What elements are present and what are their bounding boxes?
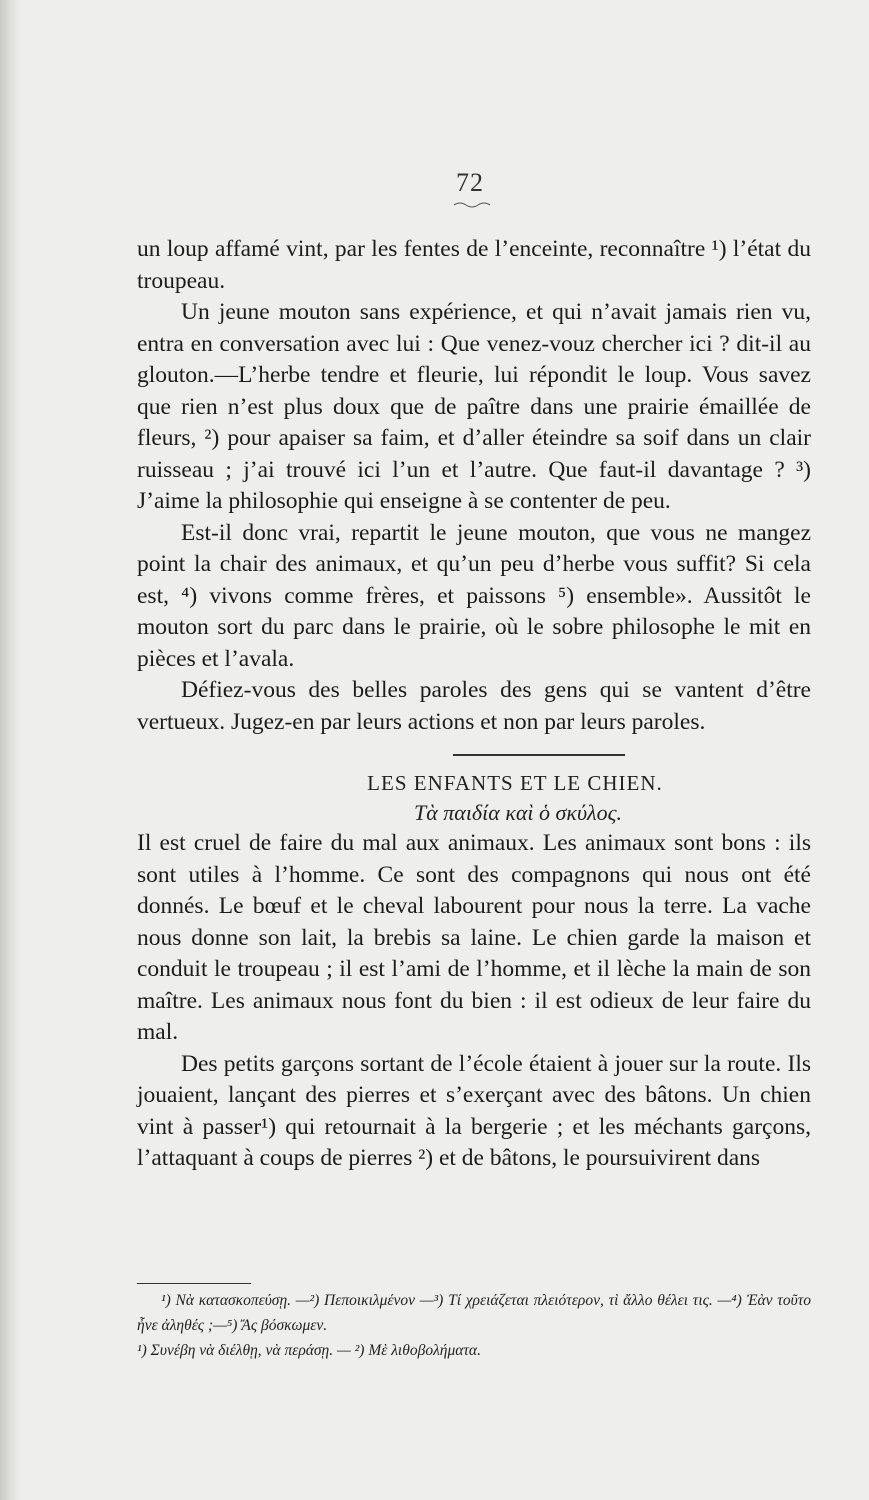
body-paragraph-4: Défiez-vous des belles paroles des gens qui se vantent d’être vertueux. Jugez-en par leurs actions et non par leurs paroles. [137,677,811,735]
page-number: 72 [456,168,484,197]
footnotes [137,1288,811,1363]
body-paragraph-2: Un jeune mouton sans expérience, et qui n’avait jamais rien vu, entra en conversation avec lui : Que venez-vouz chercher ici ? dit-il au glouton.—L’herbe tendre et fleurie, lui répondit le loup. Vous savez que rien n’est plus doux que de paître dans une prairie émaillée de fleurs, ²) pour apaiser sa faim, et d’aller éteindre sa soif dans un clair ruisseau ; j’ai trouvé ici l’un et l’autre. Que faut-il davantage ? ³) J’aime la philosophie qui enseigne à se contenter de peu. [137,299,811,514]
footnote-group-2: ¹) Συνέβη νὰ διέλθῃ, νὰ περάσῃ. — ²) Μὲ λιθοβολήματα. [137,1342,481,1359]
section-title: LES ENFANTS ET LE CHIEN. [367,771,663,795]
body-paragraph-3: Est-il donc vrai, repartit le jeune mouton, que vous ne mangez point la chair des animaux, et qu’un peu d’herbe vous suffit? Si cela est, ⁴) vivons comme frères, et paissons ⁵) ensemble». Aussitôt le mouton sort du parc dans le prairie, où le sobre philosophe le mit en pièces et l’avala. [137,519,811,672]
section-divider [453,754,625,756]
section-paragraph-2: Des petits garçons sortant de l’école étaient à jouer sur la route. Ils jouaient, lançant des pierres et s’exerçant avec des bâtons. Un chien vint à passer¹) qui retournait à la bergerie ; et les méchants garçons, l’attaquant à coups de pierres ²) et de bâtons, le poursuivirent dans [137,1050,811,1171]
section-subtitle-greek: Τὰ παιδία καὶ ὁ σκύλος. [413,800,623,825]
page-edge-shadow [0,0,22,1500]
footnote-divider [137,1283,251,1284]
section-paragraph-1: Il est cruel de faire du mal aux animaux. Les animaux sont bons : ils sont utiles à l’homme. Ce sont des compagnons qui nous ont été donnés. Le bœuf et le cheval labourent pour nous la terre. La vache nous donne son lait, la brebis sa laine. Le chien garde la maison et conduit le troupeau ; il est l’ami de l’homme, et il lèche la main de son maître. Les animaux nous font du bien : il est odieux de leur faire du mal. [137,830,811,1045]
footnote-group-1: ¹) Νὰ κατασκοπεύσῃ. —²) Πεποικιλμένον —³) Τί χρειάζεται πλειότερον, τὶ ἄλλο θέλει τις. —⁴) Ἐὰν τοῦτο ἦνε ἀληθές ;—⁵) Ἄς βόσκωμεν. [137,1292,811,1334]
page-number-ornament [452,200,492,210]
page-text [137,234,811,1175]
body-paragraph-1: un loup affamé vint, par les fentes de l’enceinte, reconnaître ¹) l’état du troupeau. [137,236,811,294]
